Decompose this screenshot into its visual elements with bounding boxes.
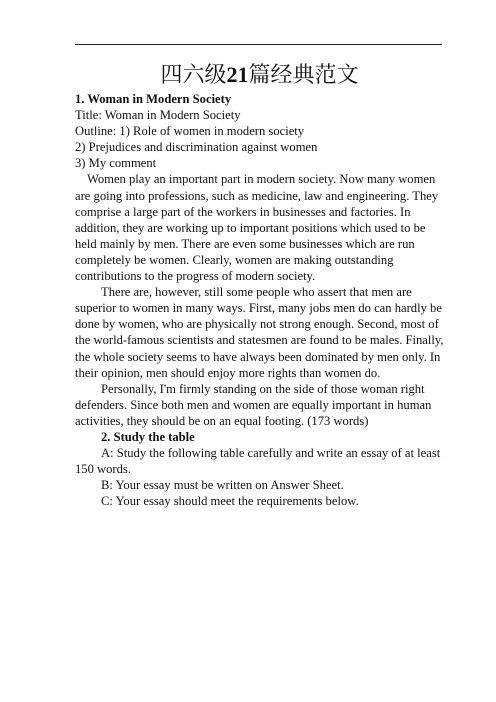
document-title bbox=[75, 60, 444, 91]
outline-item-1: Outline: 1) Role of women in modern society bbox=[75, 124, 305, 139]
essay-paragraph-2: There are, however, still some people who assert that men are superior to women in many ways. First, many jobs men do can hardly be done by women, who are physically not strong enough. Second, most of the world-famous scientists and statesmen are found to be males. Finally, the whole society seems to have always been dominated by men only. In their opinion, men should enjoy more rights than women do. bbox=[75, 285, 444, 380]
section-2-heading: 2. Study the table bbox=[101, 429, 195, 444]
instruction-c: C: Your essay should meet the requirements below. bbox=[101, 494, 359, 509]
essay-paragraph-3: Personally, I'm firmly standing on the side of those woman right defenders. Since both men and women are equally important in human activities, they should be on an equal footing. (173 words) bbox=[75, 381, 432, 428]
outline-item-3: 3) My comment bbox=[75, 156, 157, 171]
essay-title-line: Title: Woman in Modern Society bbox=[75, 108, 241, 123]
essay-paragraph-1: Women play an important part in modern society. Now many women are going into professions, such as medicine, law and engineering. They comprise a large part of the workers in businesses and factories. In addition, they are working up to important positions which used to be held mainly by men. There are even some businesses which are run completely be women. Clearly, women are making outstanding contributions to the progress of modern society. bbox=[75, 172, 439, 284]
section-1-heading: 1. Woman in Modern Society bbox=[75, 92, 232, 106]
instruction-a: A: Study the following table carefully and write an essay of at least 150 words. bbox=[75, 446, 441, 477]
instruction-b: B: Your essay must be written on Answer Sheet. bbox=[101, 478, 344, 493]
outline-item-2: 2) Prejudices and discrimination against women bbox=[75, 140, 318, 155]
title-part-1: 四六级 bbox=[160, 63, 227, 88]
header-rule bbox=[75, 44, 442, 45]
title-number: 21 bbox=[226, 62, 249, 87]
title-part-2: 篇经典范文 bbox=[248, 63, 359, 88]
document-body bbox=[75, 60, 444, 509]
